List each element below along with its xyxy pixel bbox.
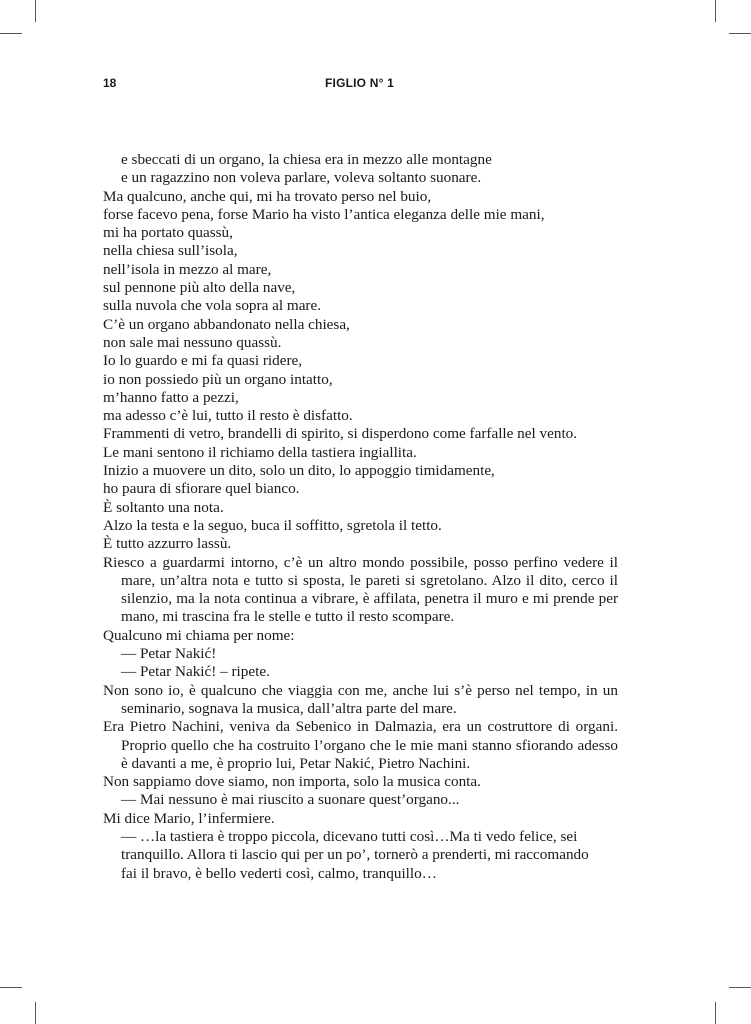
text-line: Ma qualcuno, anche qui, mi ha trovato perso nel buio, (103, 187, 432, 205)
paragraph: Non sono io, è qualcuno che viaggia con me, anche lui s’è perso nel tempo, in un seminario, sognava la musica, dall’altra parte del mare. (103, 681, 618, 717)
text-line: È soltanto una nota. (103, 498, 224, 516)
text-line: sul pennone più alto della nave, (103, 279, 296, 297)
text-line: fai il bravo, è bello vederti così, calmo, tranquillo… (121, 864, 437, 882)
text-line: — …la tastiera è troppo piccola, dicevano tutti così…Ma ti vedo felice, sei (121, 827, 578, 845)
text-line: ho paura di sfiorare quel bianco. (103, 480, 300, 498)
text-line: nella chiesa sull’isola, (103, 242, 238, 260)
text-line: C’è un organo abbandonato nella chiesa, (103, 315, 350, 333)
text-line: Non sappiamo dove siamo, non importa, solo la musica conta. (103, 773, 481, 791)
text-line: Mi dice Mario, l’infermiere. (103, 809, 275, 827)
crop-mark (35, 0, 36, 22)
text-line: m’hanno fatto a pezzi, (103, 388, 239, 406)
body-text (103, 151, 618, 883)
text-line: io non possiedo più un organo intatto, (103, 370, 333, 388)
paragraph: Riesco a guardarmi intorno, c’è un altro mondo possibile, posso perfino vedere il mare, un’altra nota e tutto si sposta, le pareti si sgretolano. Alzo il dito, cerco il silenzio, ma la nota continua a vibrare, è affilata, penetra il muro e mi prende per mano, mi trascina fra le stelle e tutto il resto scompare. (103, 553, 618, 626)
crop-mark (729, 987, 751, 988)
running-header (103, 76, 623, 92)
running-title: FIGLIO N° 1 (325, 76, 395, 90)
text-line: mi ha portato quassù, (103, 224, 233, 242)
text-line: — Mai nessuno è mai riuscito a suonare quest’organo... (121, 791, 460, 809)
crop-mark (0, 33, 22, 34)
text-line: — Petar Nakić! – ripete. (121, 663, 270, 681)
text-line: Le mani sentono il richiamo della tastiera ingiallita. (103, 443, 417, 461)
page-number: 18 (103, 76, 117, 90)
text-line: ma adesso c’è lui, tutto il resto è disfatto. (103, 407, 353, 425)
crop-mark (715, 1002, 716, 1024)
crop-mark (35, 1002, 36, 1024)
text-line: sulla nuvola che vola sopra al mare. (103, 297, 322, 315)
text-line: Qualcuno mi chiama per nome: (103, 626, 295, 644)
text-line: non sale mai nessuno quassù. (103, 333, 282, 351)
text-line: È tutto azzurro lassù. (103, 535, 232, 553)
text-line: Io lo guardo e mi fa quasi ridere, (103, 352, 303, 370)
paragraph: Era Pietro Nachini, veniva da Sebenico in Dalmazia, era un costruttore di organi. Proprio quello che ha costruito l’organo che le mie mani stanno sfiorando adesso è davanti a me, è proprio lui, Petar Nakić, Pietro Nachini. (103, 718, 618, 772)
text-line: Alzo la testa e la seguo, buca il soffitto, sgretola il tetto. (103, 516, 442, 534)
text-line: e un ragazzino non voleva parlare, voleva soltanto suonare. (121, 169, 482, 187)
text-line: Inizio a muovere un dito, solo un dito, lo appoggio timidamente, (103, 462, 495, 480)
text-line: e sbeccati di un organo, la chiesa era in mezzo alle montagne (121, 151, 492, 168)
text-line: nell’isola in mezzo al mare, (103, 260, 272, 278)
text-line: tranquillo. Allora ti lascio qui per un po’, tornerò a prenderti, mi raccomando (121, 846, 589, 864)
text-line: Frammenti di vetro, brandelli di spirito, si disperdono come farfalle nel vento. (103, 425, 578, 443)
crop-mark (729, 33, 751, 34)
text-line: forse facevo pena, forse Mario ha visto l’antica eleganza delle mie mani, (103, 205, 545, 223)
crop-mark (0, 987, 22, 988)
text-line: — Petar Nakić! (121, 645, 217, 663)
crop-mark (715, 0, 716, 22)
